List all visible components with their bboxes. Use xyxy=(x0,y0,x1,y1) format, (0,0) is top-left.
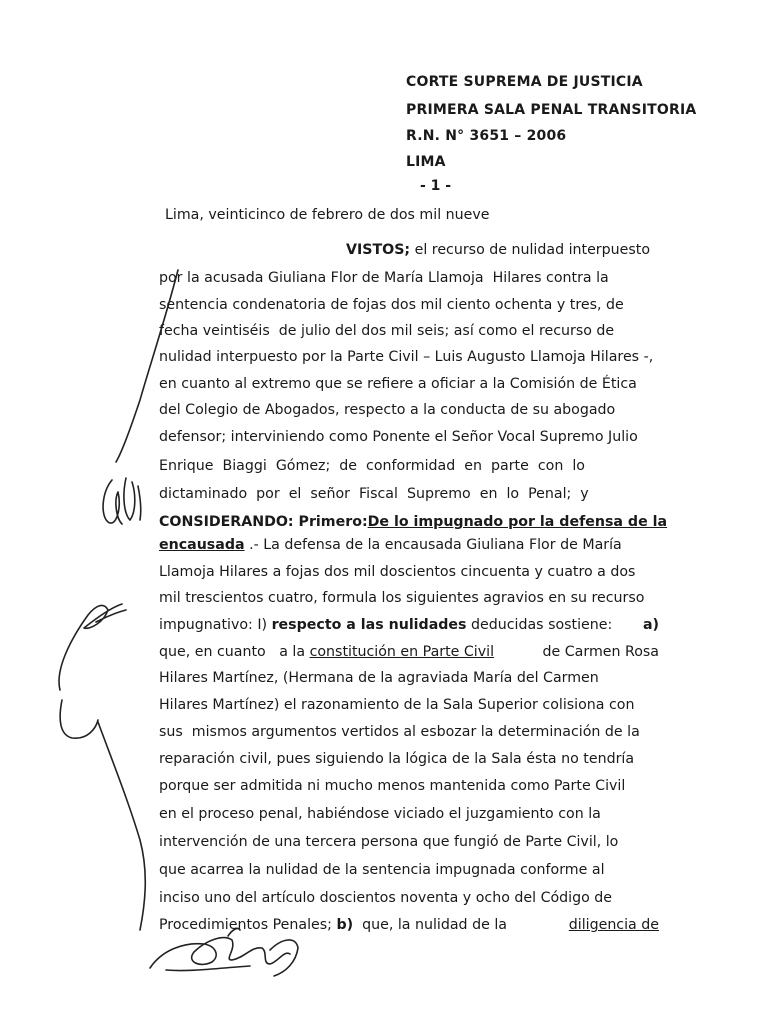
body-text: Procedimientos Penales; xyxy=(159,917,337,933)
chamber-name: PRIMERA SALA PENAL TRANSITORIA xyxy=(406,102,697,118)
body-text: el recurso de nulidad interpuesto xyxy=(410,242,651,258)
body-text: Enrique Biaggi Gómez; de conformidad en parte con lo xyxy=(159,458,585,474)
margin-loop xyxy=(60,700,145,930)
body-text: reparación civil, pues siguiendo la lógica de la Sala ésta no tendría xyxy=(159,751,635,767)
underlined-text: diligencia de xyxy=(568,917,659,933)
section-heading-cont: encausada xyxy=(159,537,245,553)
body-text: impugnativo: I) xyxy=(159,617,272,633)
body-text: sentencia condenatoria de fojas dos mil ciento ochenta y tres, de xyxy=(159,297,624,313)
page-number: - 1 - xyxy=(420,178,452,194)
city: LIMA xyxy=(406,154,446,170)
body-text: mil trescientos cuatro, formula los siguientes agravios en su recurso xyxy=(159,590,645,606)
body-text: Llamoja Hilares a fojas dos mil doscientos cincuenta y cuatro a dos xyxy=(159,564,636,580)
body-text: inciso uno del artículo doscientos noventa y ocho del Código de xyxy=(159,890,613,906)
body-text: dictaminado por el señor Fiscal Supremo en lo Penal; y xyxy=(159,486,589,502)
signature-mark-2 xyxy=(150,928,290,970)
body-text: del Colegio de Abogados, respecto a la conducta de su abogado xyxy=(159,402,616,418)
body-text: porque ser admitida ni mucho menos mantenida como Parte Civil xyxy=(159,778,626,794)
body-text: que, la nulidad de la xyxy=(353,917,516,933)
court-name: CORTE SUPREMA DE JUSTICIA xyxy=(406,74,643,90)
section-heading: De lo impugnado por la defensa de la xyxy=(367,514,668,530)
body-text: que acarrea la nulidad de la sentencia impugnada conforme al xyxy=(159,862,605,878)
body-text: Hilares Martínez, (Hermana de la agraviada María del Carmen xyxy=(159,670,599,686)
body-text: nulidad interpuesto por la Parte Civil – Luis Augusto Llamoja Hilares -, xyxy=(159,349,654,365)
body-text: .- La defensa de la encausada Giuliana Flor de María xyxy=(244,537,622,553)
item-marker: b) xyxy=(336,917,354,933)
body-text: fecha veintiséis de julio del dos mil seis; así como el recurso de xyxy=(159,323,615,339)
body-text: en el proceso penal, habiéndose viciado el juzgamiento con la xyxy=(159,806,601,822)
item-marker: a) xyxy=(642,617,659,633)
vistos-label: VISTOS; xyxy=(346,242,411,258)
date-line: Lima, veinticinco de febrero de dos mil nueve xyxy=(165,207,490,223)
body-text: intervención de una tercera persona que fungió de Parte Civil, lo xyxy=(159,834,619,850)
body-text: defensor; interviniendo como Ponente el Señor Vocal Supremo Julio xyxy=(159,429,638,445)
body-text: de Carmen Rosa xyxy=(538,644,659,660)
body-text: deducidas sostiene: xyxy=(466,617,617,633)
body-text: en cuanto al extremo que se refiere a oficiar a la Comisión de Ética xyxy=(159,376,637,392)
case-number: R.N. N° 3651 – 2006 xyxy=(406,128,567,144)
body-text: que, en cuanto a la xyxy=(159,644,310,660)
body-text: Hilares Martínez) el razonamiento de la Sala Superior colisiona con xyxy=(159,697,635,713)
signature-mark-1 xyxy=(59,604,126,690)
body-text: sus mismos argumentos vertidos al esbozar la determinación de la xyxy=(159,724,640,740)
underlined-text: constitución en Parte Civil xyxy=(309,644,495,660)
margin-stroke xyxy=(116,270,178,462)
signature-tail xyxy=(270,940,298,976)
considerando-label: CONSIDERANDO: Primero: xyxy=(159,514,368,530)
body-text: por la acusada Giuliana Flor de María Llamoja Hilares contra la xyxy=(159,270,609,286)
initials-mark-1 xyxy=(103,478,141,524)
emphasis-text: respecto a las nulidades xyxy=(271,617,467,633)
